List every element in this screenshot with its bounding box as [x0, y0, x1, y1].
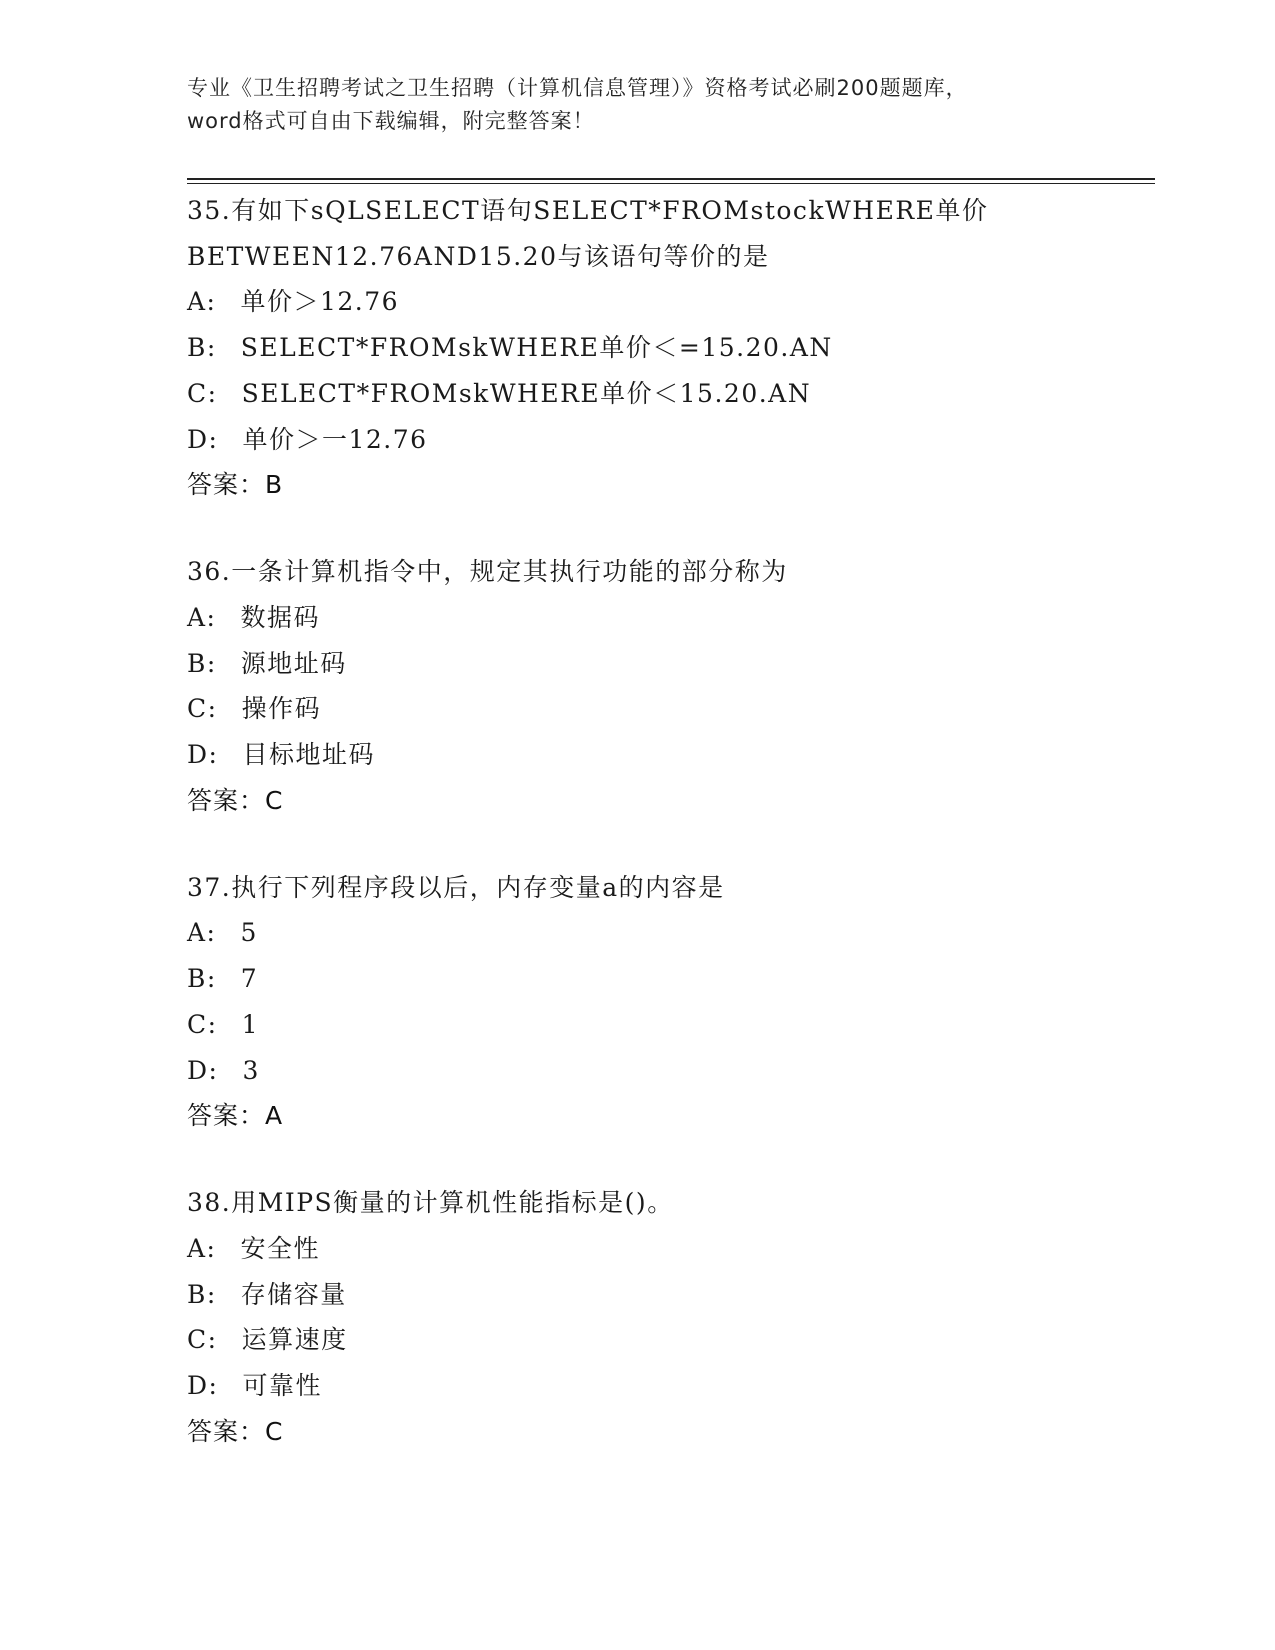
option-letter: A:: [187, 602, 217, 632]
option-text: 单价＞一12.76: [242, 424, 428, 454]
option-text: 存储容量: [240, 1279, 347, 1309]
option-letter: A:: [187, 287, 217, 317]
option-letter: A:: [187, 1233, 217, 1263]
answer-line: 答案：B: [187, 470, 284, 500]
question-38: [187, 1180, 1147, 1454]
header-subtitle-line: word格式可自由下载编辑，附完整答案！: [187, 109, 595, 133]
option-b: [187, 1272, 1147, 1318]
option-text: 可靠性: [242, 1371, 322, 1401]
question-stem: 36.一条计算机指令中，规定其执行功能的部分称为: [187, 557, 788, 587]
option-a: [187, 1226, 1147, 1272]
option-a: [187, 910, 1147, 956]
question-list: [187, 188, 1147, 1496]
answer-line: 答案：C: [187, 1416, 284, 1446]
option-d: [187, 417, 1147, 463]
header-title-line: 专业《卫生招聘考试之卫生招聘（计算机信息管理）》资格考试必刷200题题库，: [187, 76, 968, 100]
option-text: 单价＞12.76: [240, 287, 400, 317]
option-text: 5: [240, 918, 258, 948]
option-text: 7: [240, 964, 259, 994]
option-text: SELECT*FROMskWHERE单价＜15.20.AN: [241, 378, 812, 408]
option-text: 目标地址码: [242, 740, 375, 770]
question-stem: 38.用MIPS衡量的计算机性能指标是()。: [187, 1188, 674, 1218]
question-37: [187, 865, 1147, 1139]
option-text: 安全性: [240, 1233, 320, 1263]
header-divider-thin: [187, 183, 1155, 184]
option-letter: C:: [187, 1325, 218, 1355]
option-text: 3: [242, 1055, 260, 1085]
option-a: [187, 279, 1147, 325]
answer-line: 答案：C: [187, 785, 284, 815]
option-c: [187, 371, 1147, 417]
option-d: [187, 732, 1147, 778]
option-a: [187, 595, 1147, 641]
option-d: [187, 1363, 1147, 1409]
option-c: [187, 1002, 1147, 1048]
option-text: SELECT*FROMskWHERE单价＜=15.20.AN: [240, 333, 833, 363]
option-letter: B:: [187, 648, 217, 678]
option-c: [187, 1317, 1147, 1363]
option-letter: B:: [187, 333, 217, 363]
option-letter: B:: [187, 964, 217, 994]
answer-line: 答案：A: [187, 1101, 284, 1131]
option-letter: B:: [187, 1279, 217, 1309]
question-stem-continued: BETWEEN12.76AND15.20与该语句等价的是: [187, 241, 770, 271]
option-letter: A:: [187, 918, 217, 948]
option-d: [187, 1048, 1147, 1094]
document-header: [187, 72, 1087, 138]
option-letter: D:: [187, 1371, 219, 1401]
option-text: 1: [241, 1009, 259, 1039]
question-stem: 35.有如下sQLSELECT语句SELECT*FROMstockWHERE单价: [187, 196, 989, 225]
option-letter: D:: [187, 1055, 219, 1085]
option-c: [187, 686, 1147, 732]
question-36: [187, 549, 1147, 823]
option-text: 操作码: [241, 694, 322, 724]
option-text: 数据码: [240, 602, 320, 632]
option-text: 运算速度: [241, 1325, 348, 1355]
option-b: [187, 956, 1147, 1002]
question-stem: 37.执行下列程序段以后，内存变量a的内容是: [187, 872, 725, 902]
option-text: 源地址码: [240, 648, 347, 678]
header-divider-thick: [187, 178, 1155, 180]
question-35: [187, 188, 1147, 507]
option-letter: C:: [187, 378, 218, 408]
option-b: [187, 325, 1147, 371]
option-letter: D:: [187, 424, 219, 454]
option-letter: D:: [187, 740, 219, 770]
option-letter: C:: [187, 694, 218, 724]
option-letter: C:: [187, 1009, 218, 1039]
option-b: [187, 641, 1147, 687]
